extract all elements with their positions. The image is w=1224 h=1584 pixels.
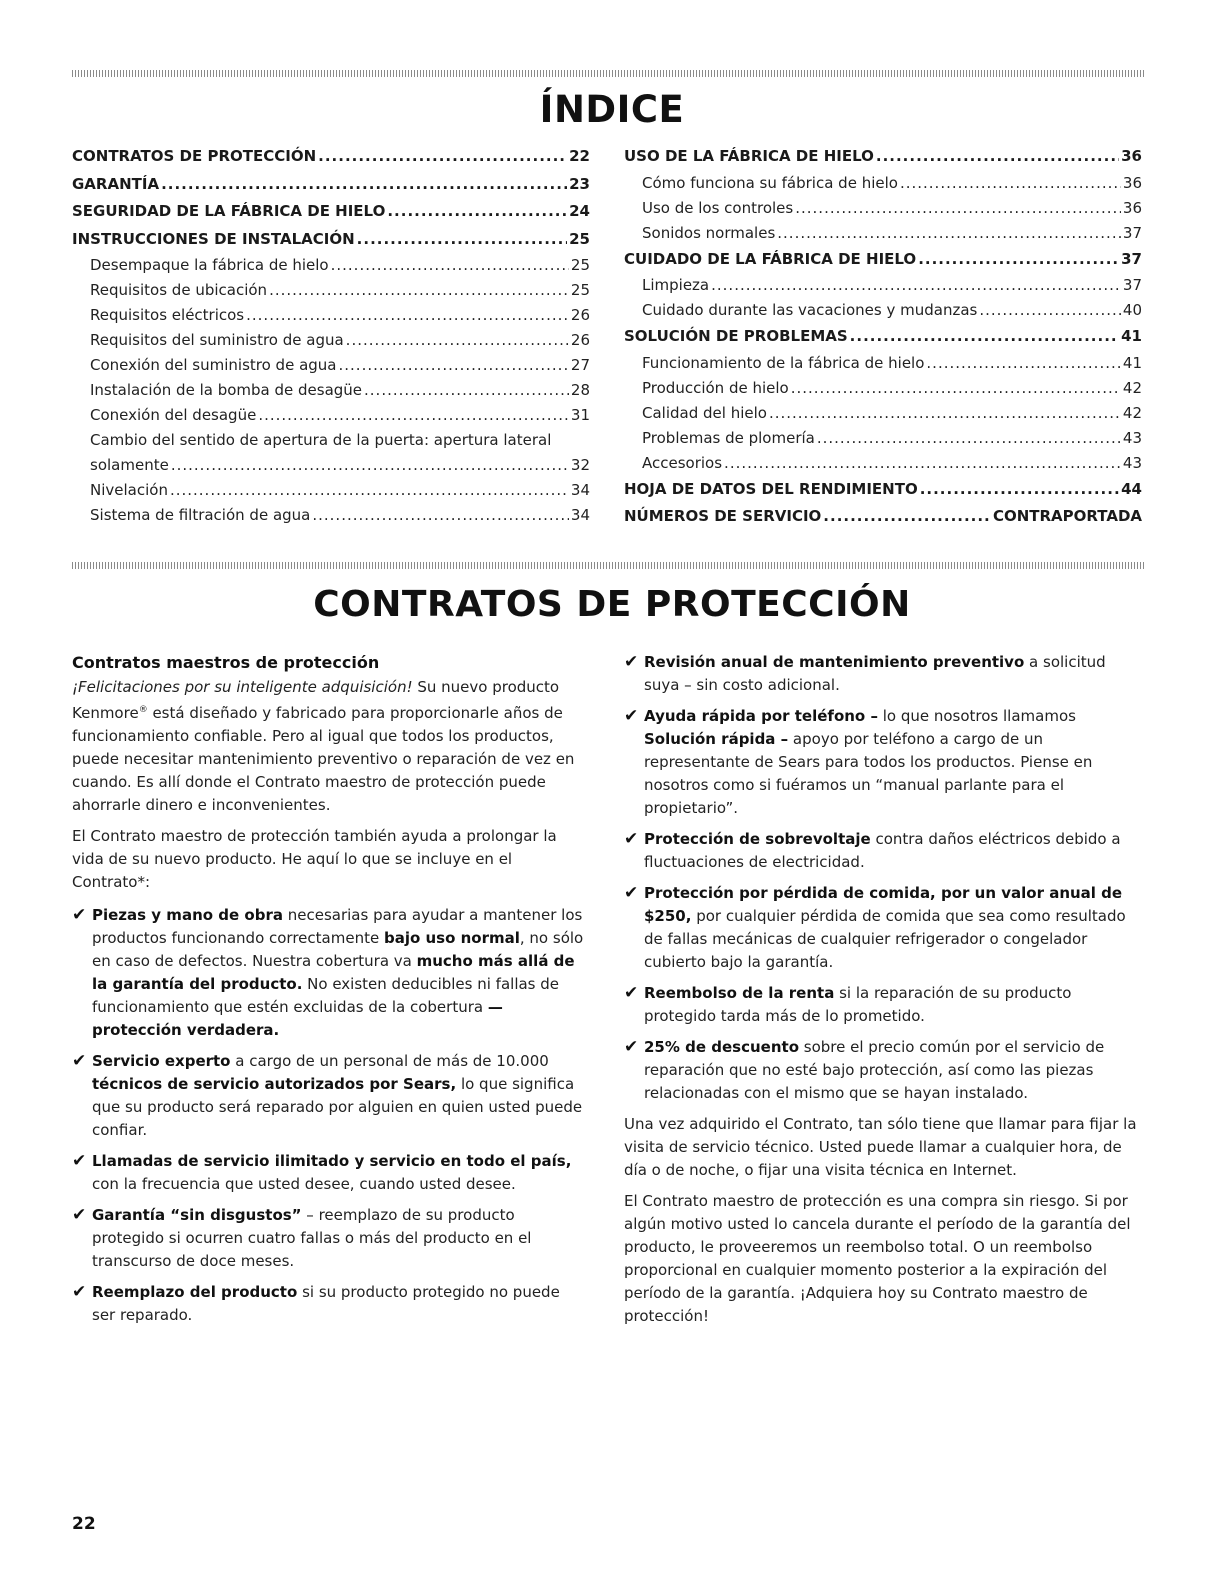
toc-entry-page: 26 [570,306,590,324]
toc-leader-dots [161,171,567,199]
benefit-text: – reemplazo de su producto protegido si ocurren cuatro fallas o más del producto en el transcurso de doce meses. [92,1206,532,1270]
toc-entry[interactable] [624,503,1142,531]
toc-entry-page: 37 [1122,276,1142,294]
toc-entry-page: 36 [1122,173,1142,192]
protection-left-column [72,651,587,1335]
benefit-text: necesarias para ayudar a mantener los productos funcionando correctamente [92,906,583,947]
benefit-bold-text: Llamadas de servicio ilimitado y servicio en todo el país, [92,1152,572,1170]
toc-entry-label: NÚMEROS DE SERVICIO [624,507,822,525]
toc-entry[interactable] [72,403,590,428]
toc-entry[interactable] [624,171,1142,196]
toc-entry-label: Cambio del sentido de apertura de la puerta: apertura lateral [90,431,552,449]
benefit-item [72,904,587,1042]
toc-leader-dots [791,376,1121,401]
benefit-text: lo que nosotros llamamos [877,707,1076,725]
toc-leader-dots [318,143,567,171]
benefit-text: contra daños eléctricos debido a fluctuaciones de electricidad. [644,830,1121,871]
toc-entry-page: 36 [1121,147,1142,165]
toc-entry-label: Accesorios [642,453,723,472]
benefit-item [72,1150,587,1196]
benefit-text: a solicitud suya – sin costo adicional. [644,653,1106,694]
checkmark-icon: ✔ [72,1151,87,1171]
toc-entry[interactable] [72,478,590,503]
toc-entry-page: 24 [569,202,590,220]
toc-entry-page: 32 [570,456,590,474]
toc-entry-label: Producción de hielo [642,378,789,397]
benefit-text: con la frecuencia que usted desee, cuando usted desee. [92,1175,516,1193]
toc-leader-dots [339,353,569,378]
intro-italic: ¡Felicitaciones por su inteligente adquisición! [72,678,413,696]
second-paragraph: El Contrato maestro de protección también ayuda a prolongar la vida de su nuevo producto. He aquí lo que se incluye en el Contrato*: [72,827,557,891]
right-bullet-list [624,651,1142,1105]
toc-leader-dots [170,478,569,503]
toc-entry-label: SEGURIDAD DE LA FÁBRICA DE HIELO [72,202,386,220]
closing-paragraph-1: Una vez adquirido el Contrato, tan sólo tiene que llamar para fijar la visita de servicio técnico. Usted puede llamar a cualquier hora, de día o de noche, o fijar una visita técnica en Internet. [624,1115,1137,1179]
toc-entry-page: 41 [1121,327,1142,345]
checkmark-icon: ✔ [72,1051,87,1071]
benefit-text: por cualquier pérdida de comida que sea como resultado de fallas mecánicas de cualquier refrigerador o congelador cubierto bajo la garantía. [644,907,1126,971]
checkmark-icon: ✔ [624,829,639,849]
toc-entry-page: 25 [570,256,590,274]
benefit-bold-text: 25% de descuento [644,1038,799,1056]
benefit-text: a cargo de un personal de más de 10.000 [230,1052,549,1070]
toc-entry-page: 44 [1121,479,1142,498]
toc-leader-dots [171,453,569,478]
benefit-text: sobre el precio común por el servicio de reparación que no esté bajo protección, así como las piezas relacionadas con el mismo que se hayan instalado. [644,1038,1105,1102]
toc-entry-page: 42 [1122,403,1142,422]
closing-paragraph-2: El Contrato maestro de protección es una compra sin riesgo. Si por algún motivo usted lo cancela durante el período de la garantía del producto, le proveeremos un reembolso total. O un reembolso proporcional en cualquier momento posterior a la expiración del período de la garantía. ¡Adquiera hoy su Contrato maestro de protección! [624,1192,1131,1325]
benefit-text: apoyo por teléfono a cargo de un representante de Sears para todos los productos. Piense en nosotros como si fuéramos un “manual parlante para el propietario”. [644,730,1093,817]
toc-entry-page: 26 [570,331,590,349]
benefit-bold-text: — protección verdadera. [92,998,503,1039]
benefit-bold-text: Protección por pérdida de comida, por un valor anual de $250, [644,884,1123,925]
toc-leader-dots [900,171,1121,196]
toc-leader-dots [979,298,1121,323]
checkmark-icon: ✔ [624,983,639,1003]
toc-entry-page: 37 [1121,249,1142,268]
toc-entry-label: Limpieza [642,276,710,294]
toc-entry[interactable] [72,303,590,328]
toc-entry-label: Sistema de filtración de agua [90,506,311,524]
toc-entry-page: CONTRAPORTADA [992,507,1142,525]
toc-leader-dots [777,221,1121,246]
registered-mark: ® [138,705,148,715]
toc-entry[interactable] [72,428,590,453]
toc-leader-dots [357,226,567,254]
toc-entry[interactable] [72,143,590,171]
toc-leader-dots [711,273,1121,298]
toc-entry-label: CUIDADO DE LA FÁBRICA DE HIELO [624,249,917,268]
benefit-text: , no sólo en caso de defectos. Nuestra cobertura va [92,929,584,970]
toc-leader-dots [364,378,569,403]
toc-entry[interactable] [624,196,1142,221]
toc-leader-dots [918,246,1119,274]
left-bullet-list [72,904,587,1327]
benefit-bold-text: Protección de sobrevoltaje [644,830,871,848]
toc-entry-label: Desempaque la fábrica de hielo [90,256,329,274]
toc-entry[interactable] [72,253,590,278]
toc-entry-label: USO DE LA FÁBRICA DE HIELO [624,147,874,165]
toc-leader-dots [312,503,569,528]
benefit-bold-text: bajo uso normal [383,929,520,947]
toc-entry-page: 34 [570,506,590,524]
toc-entry-label: SOLUCIÓN DE PROBLEMAS [624,327,848,345]
toc-entry-label: Sonidos normales [642,223,776,242]
toc-entry-label: Cómo funciona su fábrica de hielo [642,173,898,192]
toc-entry-page: 23 [569,174,590,193]
toc-entry[interactable] [624,323,1142,351]
benefit-bold-text: Ayuda rápida por teléfono – [644,707,878,725]
benefit-bold-text: Solución rápida – [644,730,789,748]
checkmark-icon: ✔ [72,905,87,925]
toc-entry-label: Conexión del suministro de agua [90,356,337,374]
toc-entry-page: 25 [569,229,590,248]
toc-entry[interactable] [624,476,1142,504]
protection-title: CONTRATOS DE PROTECCIÓN [313,584,911,625]
benefit-bold-text: Garantía “sin disgustos” [92,1206,302,1224]
toc-entry-page: 31 [570,406,590,424]
benefit-item [624,828,1142,874]
toc-leader-dots [817,426,1121,451]
benefit-item [624,651,1142,697]
toc-entry[interactable] [624,246,1142,274]
toc-entry-page: 42 [1122,378,1142,397]
benefit-item [624,1036,1142,1105]
checkmark-icon: ✔ [624,706,639,726]
toc-entry-page: 36 [1122,198,1142,217]
checkmark-icon: ✔ [624,652,639,672]
toc-leader-dots [926,351,1121,376]
toc-leader-dots [246,303,569,328]
intro-text-2: está diseñado y fabricado para proporcionarle años de funcionamiento confiable. Pero al igual que todos los productos, puede necesitar mantenimiento preventivo o reparación de vez en cuando. Es allí donde el Contrato maestro de protección puede ahorrarle dinero e inconvenientes. [72,704,575,814]
toc-entry[interactable] [624,401,1142,426]
protection-subhead: Contratos maestros de protección [72,653,380,672]
toc-entry-label: Uso de los controles [642,198,794,217]
toc-entry-label: Cuidado durante las vacaciones y mudanzas [642,301,978,319]
toc-leader-dots [346,328,569,353]
toc-entry-page: 28 [570,381,590,399]
benefit-bold-text: técnicos de servicio autorizados por Sears, [92,1075,457,1093]
benefit-item [72,1204,587,1273]
toc-entry[interactable] [624,143,1142,171]
toc-entry[interactable] [72,453,590,478]
toc-entry-label: Requisitos de ubicación [90,281,268,299]
toc-entry[interactable] [624,451,1142,476]
toc-entry[interactable] [72,378,590,403]
benefit-bold-text: Reemplazo del producto [92,1283,298,1301]
toc-entry-label: GARANTÍA [72,174,160,193]
toc-entry-page: 34 [570,481,590,499]
toc-entry-label: Nivelación [90,481,168,499]
toc-entry-label: Conexión del desagüe [90,406,257,424]
toc-entry[interactable] [624,273,1142,298]
toc-title: ÍNDICE [539,88,685,131]
toc-entry[interactable] [72,198,590,226]
toc-leader-dots [269,278,569,303]
intro-paragraph [72,676,587,817]
toc-entry[interactable] [624,351,1142,376]
benefit-item [624,705,1142,820]
toc-entry-label: Instalación de la bomba de desagüe [90,381,363,399]
checkmark-icon: ✔ [72,1282,87,1302]
toc-entry-page: 27 [570,356,590,374]
toc-entry-label: Problemas de plomería [642,428,815,447]
toc-entry[interactable] [624,376,1142,401]
top-dotted-rule [72,70,1144,77]
toc-left-column [72,143,590,528]
toc-entry-page: 41 [1122,353,1142,372]
toc-entry-label: Funcionamiento de la fábrica de hielo [642,353,925,372]
checkmark-icon: ✔ [624,1037,639,1057]
toc-entry-label: Requisitos del suministro de agua [90,331,344,349]
toc-leader-dots [920,476,1119,504]
toc-entry-page: 43 [1122,428,1142,447]
toc-entry[interactable] [624,426,1142,451]
toc-entry-page: 40 [1122,301,1142,319]
toc-entry-page: 22 [569,147,590,165]
benefit-bold-text: Servicio experto [92,1052,231,1070]
benefit-item [624,882,1142,974]
toc-entry-page: 43 [1122,453,1142,472]
toc-entry[interactable] [72,171,590,199]
toc-entry-page: 25 [570,281,590,299]
toc-leader-dots [258,403,569,428]
toc-leader-dots [850,323,1119,351]
toc-entry-label: Calidad del hielo [642,403,767,422]
toc-entry-page: 37 [1122,223,1142,242]
toc-leader-dots [876,143,1119,171]
benefit-bold-text: Reembolso de la renta [644,984,835,1002]
toc-leader-dots [795,196,1121,221]
benefit-bold-text: Revisión anual de mantenimiento preventivo [644,653,1025,671]
toc-entry[interactable] [624,221,1142,246]
toc-right-column [624,143,1142,531]
middle-dotted-rule [72,562,1144,569]
toc-leader-dots [769,401,1121,426]
toc-leader-dots [331,253,569,278]
toc-leader-dots [823,503,991,531]
toc-entry[interactable] [72,278,590,303]
benefit-item [624,982,1142,1028]
toc-entry-label: CONTRATOS DE PROTECCIÓN [72,147,317,165]
benefit-item [72,1281,587,1327]
toc-entry[interactable] [72,328,590,353]
toc-entry-label: INSTRUCCIONES DE INSTALACIÓN [72,229,355,248]
page-number: 22 [72,1514,96,1534]
toc-entry[interactable] [72,226,590,254]
checkmark-icon: ✔ [624,883,639,903]
benefit-text: si su producto protegido no puede ser reparado. [92,1283,560,1324]
toc-entry-label: Requisitos eléctricos [90,306,245,324]
benefit-text: si la reparación de su producto protegido tarda más de lo prometido. [644,984,1072,1025]
toc-entry[interactable] [624,298,1142,323]
toc-entry[interactable] [72,353,590,378]
benefit-bold-text: Piezas y mano de obra [92,906,283,924]
benefit-item [72,1050,587,1142]
benefit-bold-text: mucho más allá de la garantía del producto. [92,952,575,993]
benefit-text: No existen deducibles ni fallas de funcionamiento que estén excluidas de la cobertura [92,975,560,1016]
protection-right-column [624,651,1142,1336]
checkmark-icon: ✔ [72,1205,87,1225]
toc-leader-dots [387,198,567,226]
toc-entry[interactable] [72,503,590,528]
toc-leader-dots [724,451,1121,476]
benefit-text: lo que significa que su producto será reparado por alguien en quien usted puede confiar. [92,1075,583,1139]
toc-entry-label: solamente [90,456,169,474]
toc-entry-label: HOJA DE DATOS DEL RENDIMIENTO [624,479,918,498]
intro-text-1: Su nuevo producto Kenmore [72,678,560,722]
